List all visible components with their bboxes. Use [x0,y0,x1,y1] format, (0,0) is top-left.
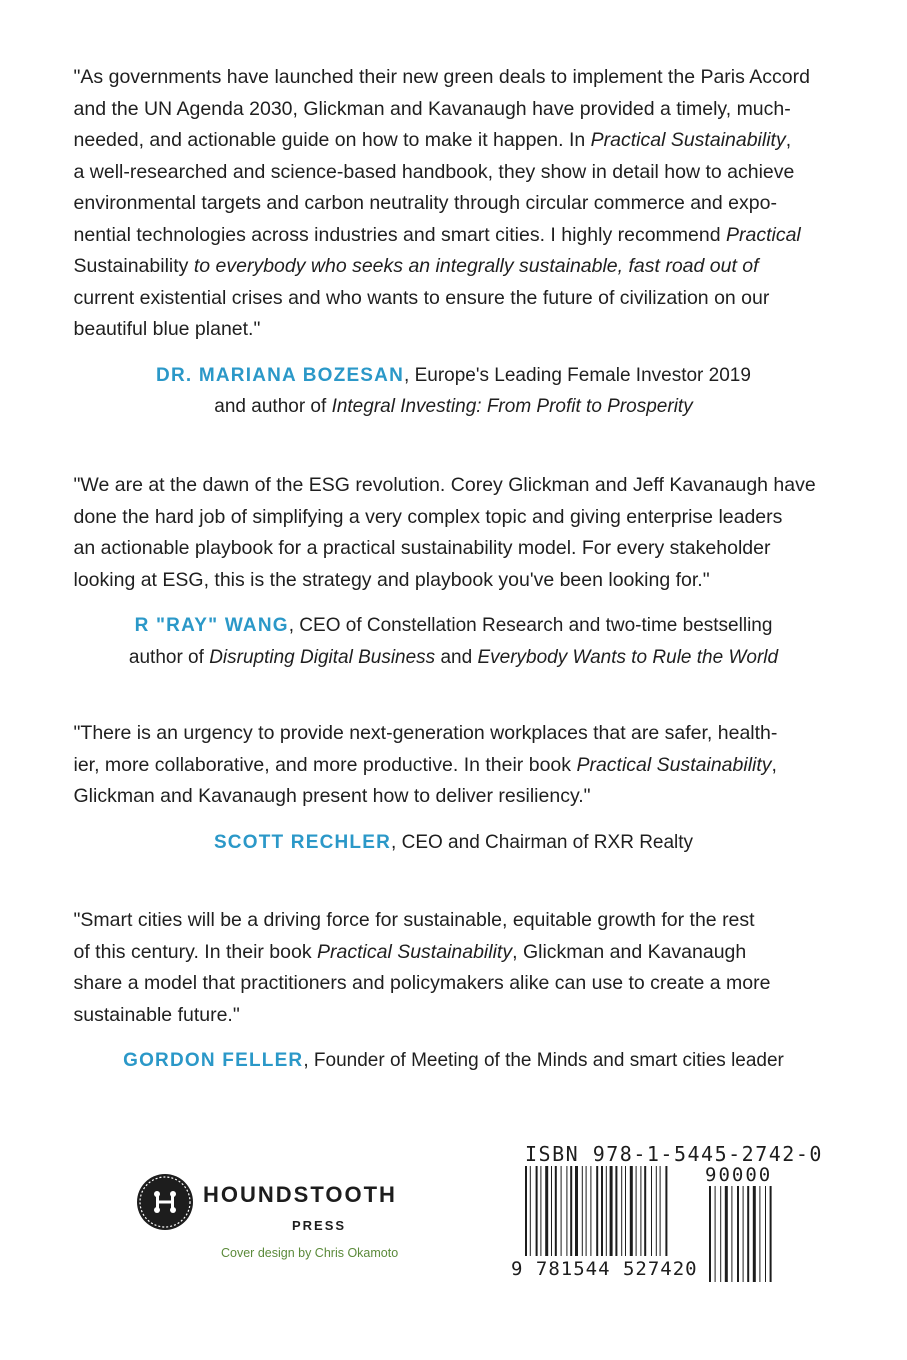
barcode-bar [615,1166,617,1256]
barcode-bar [555,1166,557,1256]
quote-line: share a model that practitioners and policymakers alike can use to create a more [73,972,771,994]
quote-line: sustainable future." [73,1003,240,1026]
quote-line: beautiful blue planet." [73,318,261,340]
endorsement-attribution [0,827,907,859]
barcode-bar [582,1166,583,1256]
barcode-addon-bar [709,1186,711,1282]
quote-line: and the UN Agenda 2030, Glickman and Kavanaugh have provided a timely, much- [73,97,791,120]
endorsement-quote [74,62,834,346]
isbn-barcode [505,1140,823,1300]
barcode-bar [530,1166,531,1256]
barcode-addon-bar [759,1186,760,1282]
barcode-bar [590,1166,591,1256]
quote-line: "We are at the dawn of the ESG revolution. Corey Glickman and Jeff Kavanaugh have [73,474,816,496]
quote-line: environmental targets and carbon neutrality through circular commerce and expo- [73,192,777,214]
endorsement-attribution [0,1045,907,1077]
publisher-name: HOUNDSTOOTH [203,1182,397,1207]
quote-line: an actionable playbook for a practical sustainability model. For every stakeholder [73,537,771,559]
quote-line: of this century. In their book Practical Sustainability, Glickman and Kavanaugh [73,940,747,963]
barcode-bar [545,1166,548,1256]
barcode-bar [525,1166,527,1256]
endorsement-quote [74,470,834,596]
quote-line: "Smart cities will be a driving force for sustainable, equitable growth for the rest [73,909,755,931]
cover-design-credit: Cover design by Chris Okamoto [221,1246,399,1260]
barcode-bar [601,1166,603,1256]
barcode-addon-bar [753,1186,756,1282]
endorser-title: , CEO and Chairman of RXR Realty [391,831,694,853]
barcode-addon-digits: 90000 [705,1164,773,1186]
barcode-bar [665,1166,667,1256]
barcode-addon-bar [743,1186,744,1282]
barcode-bar [566,1166,567,1256]
endorser-title: , Europe's Leading Female Investor 2019 [404,364,751,386]
endorsement [0,62,907,423]
barcode-addon-bar [725,1186,728,1282]
endorsement-quote [74,718,834,813]
barcode-bar [561,1166,562,1256]
quote-line: nential technologies across industries and smart cities. I highly recommend Practical [73,223,801,246]
endorsement [0,470,907,673]
quote-line: Sustainability to everybody who seeks an integrally sustainable, fast road out of [73,255,759,277]
barcode-bar [536,1166,538,1256]
barcode-bar [596,1166,598,1256]
barcode-addon-bar [715,1186,716,1282]
barcode-bar [656,1166,657,1256]
endorser-title-line2: and author of Integral Investing: From Profit to Prosperity [214,396,693,417]
endorser-title: , Founder of Meeting of the Minds and smart cities leader [303,1050,784,1071]
quote-line: ier, more collaborative, and more productive. In their book Practical Sustainability, [73,753,777,776]
barcode-addon-bar [765,1186,766,1282]
endorser-title-line2: author of Disrupting Digital Business and Everybody Wants to Rule the World [128,646,779,668]
barcode-addon-bar [770,1186,772,1282]
barcode-bar [636,1166,637,1256]
barcode-addon-bar [747,1186,749,1282]
barcode-bar [606,1166,607,1256]
barcode-bar [610,1166,613,1256]
barcode-bar [630,1166,633,1256]
barcode-digits: 9 781544 527420 [511,1258,698,1280]
quote-line: done the hard job of simplifying a very complex topic and giving enterprise leaders [73,505,783,528]
endorsement-attribution [0,360,907,423]
endorsement [0,718,907,858]
barcode-bar [586,1166,587,1256]
quote-line: needed, and actionable guide on how to make it happen. In Practical Sustainability, [73,129,792,151]
barcode-bar [660,1166,661,1256]
endorser-name: DR. MARIANA BOZESAN [156,364,405,386]
barcode-bar [644,1166,646,1256]
barcode-bar [540,1166,541,1256]
quote-line: Glickman and Kavanaugh present how to deliver resiliency." [73,785,591,807]
barcode-bar [640,1166,641,1256]
endorser-title: , CEO of Constellation Research and two-time bestselling [288,615,773,636]
barcode-bar [570,1166,572,1256]
quote-line: current existential crises and who wants to ensure the future of civilization on our [73,286,770,309]
isbn-text: ISBN 978-1-5445-2742-0 [525,1142,823,1166]
barcode-addon-bar [720,1186,721,1282]
barcode-addon-bar [731,1186,732,1282]
barcode-bar [625,1166,626,1256]
barcode-bar [551,1166,552,1256]
endorsement [0,905,907,1077]
quote-line: "As governments have launched their new green deals to implement the Paris Accord [73,66,810,88]
endorser-name: SCOTT RECHLER [213,831,392,853]
houndstooth-logo-icon [137,1174,193,1230]
quote-line: a well-researched and science-based handbook, they show in detail how to achieve [73,160,795,183]
endorsement-quote [74,905,834,1031]
endorsement-attribution [0,610,907,673]
endorser-name: R "RAY" WANG [134,615,289,636]
barcode-bar [651,1166,652,1256]
endorser-name: GORDON FELLER [123,1050,304,1071]
quote-line: "There is an urgency to provide next-generation workplaces that are safer, health- [73,722,778,744]
barcode-bar [621,1166,622,1256]
quote-line: looking at ESG, this is the strategy and playbook you've been looking for." [73,568,710,591]
barcode-bar [575,1166,578,1256]
publisher-sub: PRESS [292,1218,347,1233]
barcode-addon-bar [737,1186,739,1282]
